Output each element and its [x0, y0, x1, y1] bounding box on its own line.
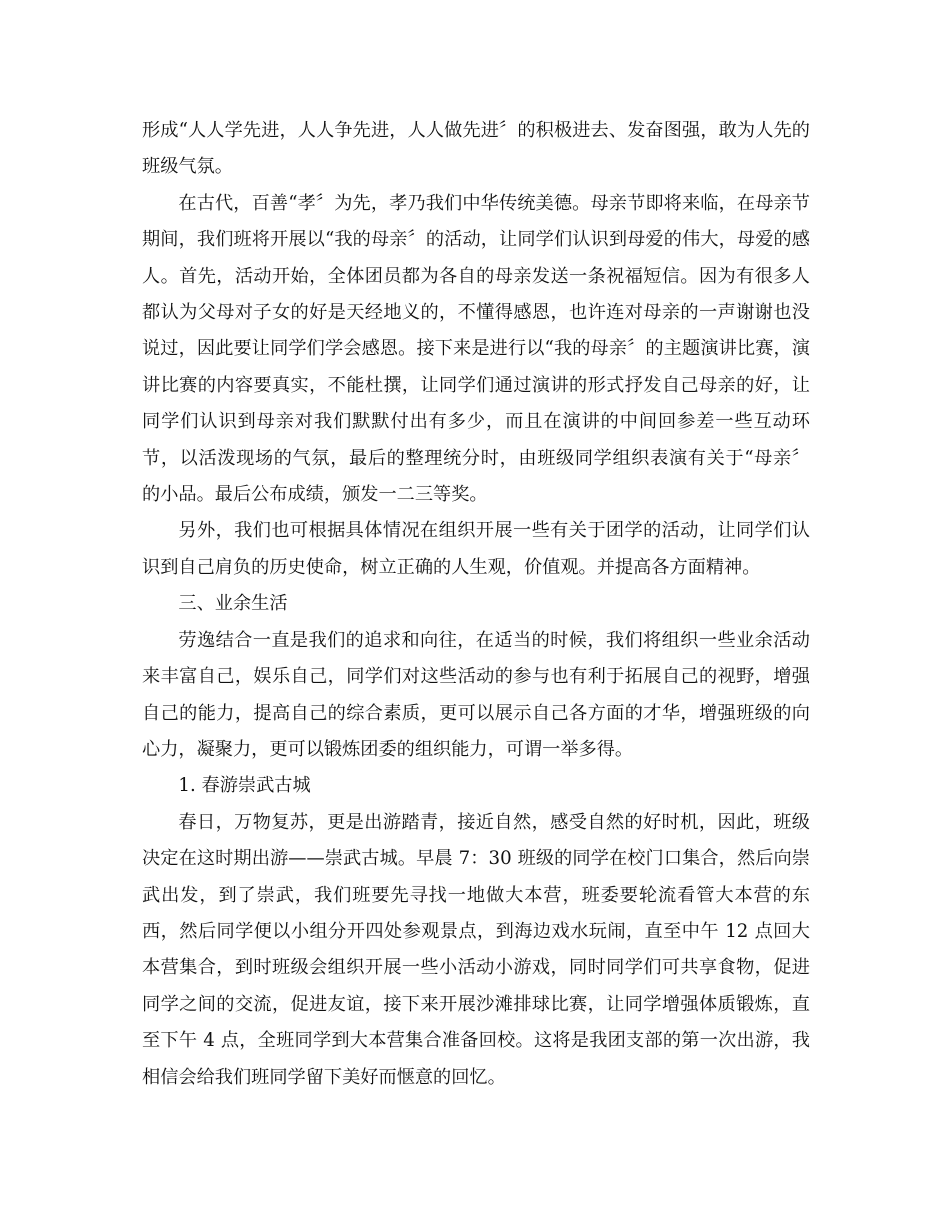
paragraph-1: 形成“人人学先进，人人争先进，人人做先进〞的积极进去、发奋图强，敢为人先的班级气氛。: [142, 120, 810, 178]
document-page: [142, 113, 810, 1096]
subheading-spring-trip: 1. 春游崇武古城: [178, 775, 311, 797]
paragraph-4: 劳逸结合一直是我们的追求和向往，在适当的时候，我们将组织一些业余活动来丰富自己，娱乐自己，同学们对这些活动的参与也有利于拓展自己的视野，增强自己的能力，提高自己的综合素质，更可以展示自己各方面的才华，增强班级的向心力，凝聚力，更可以锻炼团委的组织能力，可谓一举多得。: [142, 629, 810, 760]
paragraph-5: 春日，万物复苏，更是出游踏青，接近自然，感受自然的好时机，因此，班级决定在这时期出游——崇武古城。早晨 7：30 班级的同学在校门口集合，然后向崇武出发，到了崇武，我们班要先寻找一地做大本营，班委要轮流看管大本营的东西，然后同学便以小组分开四处参观景点，到海边戏水玩闹，直至中午 12 点回大本营集合，到时班级会组织开展一些小活动小游戏，同时同学们可共享食物，促进同学之间的交流，促进友谊，接下来开展沙滩排球比赛，让同学增强体质锻炼，直至下午 4 点，全班同学到大本营集合准备回校。这将是我团支部的第一次出游，我相信会给我们班同学留下美好而惬意的回忆。: [142, 811, 810, 1088]
paragraph-3: 另外，我们也可根据具体情况在组织开展一些有关于团学的活动，让同学们认识到自己肩负的历史使命，树立正确的人生观，价值观。并提高各方面精神。: [142, 520, 810, 578]
section-heading-leisure: 三、业余生活: [178, 593, 288, 615]
paragraph-2: 在古代，百善“孝〞为先，孝乃我们中华传统美德。母亲节即将来临，在母亲节期间，我们班将开展以“我的母亲〞的活动，让同学们认识到母爱的伟大，母爱的感人。首先，活动开始，全体团员都为各自的母亲发送一条祝福短信。因为有很多人都认为父母对子女的好是天经地义的，不懂得感恩，也许连对母亲的一声谢谢也没说过，因此要让同学们学会感恩。接下来是进行以“我的母亲〞的主题演讲比赛，演讲比赛的内容要真实，不能杜撰，让同学们通过演讲的形式抒发自己母亲的好，让同学们认识到母亲对我们默默付出有多少，而且在演讲的中间回参差一些互动环节，以活泼现场的气氛，最后的整理统分时，由班级同学组织表演有关于“母亲〞 的小品。最后公布成绩，颁发一二三等奖。: [142, 192, 810, 506]
